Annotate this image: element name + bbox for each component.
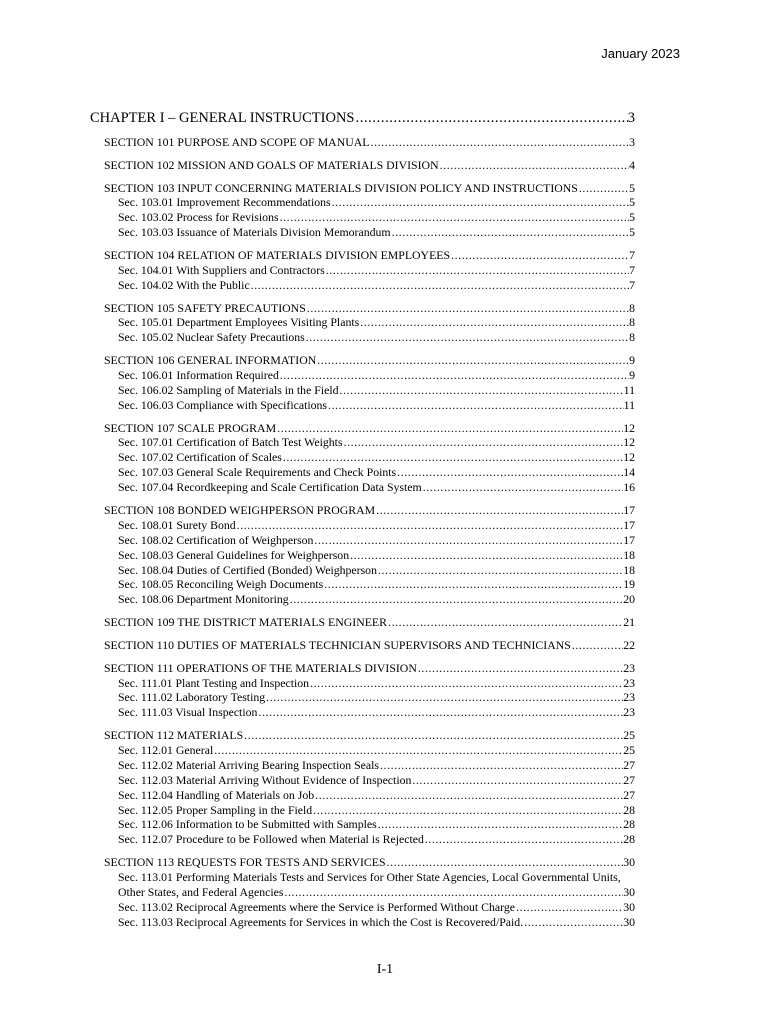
dot-leader [280, 368, 629, 383]
toc-subsection-entry[interactable] [104, 832, 635, 847]
dot-leader [244, 728, 623, 743]
toc-subsection-entry[interactable] [104, 577, 635, 592]
dot-leader [350, 548, 623, 563]
toc-entry-title: Sec. 112.07 Procedure to be Followed when Material is Rejected [118, 832, 424, 847]
toc-section-entry[interactable] [104, 661, 635, 676]
dot-leader [326, 263, 629, 278]
dot-leader [378, 817, 623, 832]
toc-entry-title: Sec. 103.01 Improvement Recommendations [118, 195, 331, 210]
toc-subsection-entry[interactable] [104, 263, 635, 278]
toc-subsection-entry[interactable] [104, 465, 635, 480]
page-number: I-1 [376, 962, 394, 977]
dot-leader [378, 563, 623, 578]
dot-leader [376, 503, 623, 518]
toc-section-entry[interactable] [104, 638, 635, 653]
toc-section-entry[interactable] [104, 353, 635, 368]
toc-subsection-entry[interactable] [104, 435, 635, 450]
toc-subsection-entry[interactable] [104, 315, 635, 330]
toc-chapter-entry[interactable] [90, 110, 635, 127]
toc-entry-page: 8 [629, 330, 635, 345]
toc-entry-page: 30 [623, 855, 635, 870]
dot-leader [290, 592, 624, 607]
toc-entry-page: 17 [623, 517, 635, 532]
toc-entry-page: 5 [629, 195, 635, 210]
dot-leader [392, 225, 630, 240]
toc-entry-title: Sec. 104.01 With Suppliers and Contractors [118, 262, 325, 277]
toc-entry-title: Sec. 106.03 Compliance with Specifications [118, 397, 328, 412]
toc-entry-title: Sec. 105.02 Nuclear Safety Precautions [118, 330, 305, 345]
toc-entry-title: Sec. 108.05 Reconciling Weigh Documents [118, 577, 324, 592]
chapter-heading [90, 110, 635, 127]
dot-leader [451, 248, 629, 263]
toc-entry-page: 22 [623, 637, 635, 652]
chapter-page: 3 [627, 110, 635, 126]
dot-leader [340, 383, 624, 398]
toc-entry-title: SECTION 113 REQUESTS FOR TESTS AND SERVICES [104, 855, 386, 870]
toc-entry-title: Sec. 112.01 General [118, 742, 214, 757]
toc-entry-title: SECTION 105 SAFETY PRECAUTIONS [104, 300, 306, 315]
toc-entry-title: Sec. 111.03 Visual Inspection [118, 705, 258, 720]
dot-leader [280, 210, 630, 225]
toc-entry-title: SECTION 109 THE DISTRICT MATERIALS ENGINEER [104, 615, 388, 630]
toc-subsection-entry[interactable] [104, 592, 635, 607]
toc-entry-title: Sec. 112.02 Material Arriving Bearing Inspection Seals [118, 757, 379, 772]
toc-entry-title: SECTION 107 SCALE PROGRAM [104, 420, 277, 435]
toc-entry-page: 23 [623, 690, 635, 705]
toc-entry-page: 14 [623, 465, 635, 480]
toc-subsection-entry[interactable] [104, 450, 635, 465]
dot-leader [277, 421, 623, 436]
dot-leader [237, 518, 624, 533]
toc-entry-page: 9 [629, 353, 635, 368]
toc-section-entry[interactable] [104, 503, 635, 518]
toc-entry-title: Sec. 112.05 Proper Sampling in the Field [118, 802, 313, 817]
dot-leader [324, 577, 623, 592]
toc-subsection-entry[interactable] [104, 383, 635, 398]
toc-subsection-entry[interactable] [104, 533, 635, 548]
toc-entry-page: 16 [623, 480, 635, 495]
toc-subsection-entry[interactable] [104, 518, 635, 533]
toc-entry-page: 28 [623, 817, 635, 832]
toc-entry-page: 23 [623, 675, 635, 690]
toc-entry-page: 11 [623, 382, 635, 397]
toc-entry-title: Sec. 112.06 Information to be Submitted with Samples [118, 817, 377, 832]
dot-leader [344, 435, 624, 450]
toc-entry-page: 28 [623, 832, 635, 847]
toc-entry-title: Sec. 107.03 General Scale Requirements and Check Points [118, 465, 397, 480]
toc-entry-title: Sec. 107.01 Certification of Batch Test Weights [118, 435, 343, 450]
toc-subsection-entry[interactable] [104, 915, 635, 930]
toc-entry-page: 18 [623, 562, 635, 577]
toc-entry-page: 28 [623, 802, 635, 817]
toc-section-entry[interactable] [104, 855, 635, 870]
toc-subsection-entry[interactable] [104, 563, 635, 578]
dot-leader [380, 758, 623, 773]
dot-leader [306, 330, 629, 345]
toc-subsection-entry[interactable] [104, 330, 635, 345]
toc-entry-title: SECTION 106 GENERAL INFORMATION [104, 353, 317, 368]
toc-entry-page: 27 [623, 787, 635, 802]
toc-entry-page: 19 [623, 577, 635, 592]
toc-subsection-entry[interactable] [104, 758, 635, 773]
toc-subsection-entry[interactable] [104, 773, 635, 788]
toc-entry-page: 12 [623, 420, 635, 435]
toc-section-entry[interactable] [104, 421, 635, 436]
chapter-title: CHAPTER I – GENERAL INSTRUCTIONS [90, 110, 355, 126]
dot-leader [328, 398, 624, 413]
dot-leader [412, 773, 623, 788]
toc-entry-page: 4 [629, 157, 635, 172]
toc-subsection-title-line[interactable]: Sec. 113.01 Performing Materials Tests and Services for Other State Agencies, Local Governmental Units, [118, 869, 621, 884]
toc-entry-title: SECTION 102 MISSION AND GOALS OF MATERIALS DIVISION [104, 157, 439, 172]
toc-entry-page: 17 [623, 532, 635, 547]
toc-entry-title: SECTION 103 INPUT CONCERNING MATERIALS DIVISION POLICY AND INSTRUCTIONS [104, 180, 578, 195]
dot-leader [524, 915, 623, 930]
dot-leader [356, 110, 628, 127]
toc-entry-title: Sec. 108.02 Certification of Weighperson [118, 532, 314, 547]
toc-subsection-entry[interactable] [104, 480, 635, 495]
toc-entry-title: Sec. 113.03 Reciprocal Agreements for Services in which the Cost is Recovered/Paid. [118, 914, 524, 929]
toc-entry-page: 30 [623, 914, 635, 929]
toc-entry-page: 8 [629, 315, 635, 330]
toc-subsection-entry[interactable] [104, 705, 635, 720]
toc-entry-title: Sec. 108.03 General Guidelines for Weighperson [118, 547, 350, 562]
dot-leader [423, 480, 624, 495]
toc-entry-title: Sec. 111.01 Plant Testing and Inspection [118, 675, 310, 690]
toc-entry-title: SECTION 111 OPERATIONS OF THE MATERIALS DIVISION [104, 660, 417, 675]
toc-entry-title: Sec. 112.04 Handling of Materials on Job [118, 787, 315, 802]
dot-leader [397, 465, 623, 480]
dot-leader [387, 855, 624, 870]
dot-leader [283, 450, 623, 465]
toc-entry-title: Sec. 103.03 Issuance of Materials Division Memorandum [118, 225, 391, 240]
toc-subsection-entry[interactable] [104, 278, 635, 293]
toc-section-entry[interactable] [104, 181, 635, 196]
dot-leader [579, 181, 629, 196]
toc-entry-title: Sec. 112.03 Material Arriving Without Evidence of Inspection [118, 772, 412, 787]
toc-entry-title: Sec. 107.04 Recordkeeping and Scale Certification Data System [118, 480, 422, 495]
toc-entry-page: 5 [629, 225, 635, 240]
toc-entry-page: 20 [623, 592, 635, 607]
page-header-date: January 2023 [601, 46, 680, 61]
table-of-contents [104, 135, 635, 930]
toc-entry-page: 27 [623, 772, 635, 787]
toc-entry-title: Sec. 103.02 Process for Revisions [118, 210, 279, 225]
toc-entry-page: 11 [623, 397, 635, 412]
toc-entry-page: 30 [623, 899, 635, 914]
toc-entry-title: Sec. 106.01 Information Required [118, 368, 279, 383]
dot-leader [332, 195, 629, 210]
toc-subsection-entry[interactable] [104, 817, 635, 832]
toc-entry-title: SECTION 101 PURPOSE AND SCOPE OF MANUAL [104, 135, 370, 149]
toc-entry-page: 9 [629, 368, 635, 383]
dot-leader [258, 705, 623, 720]
dot-leader [425, 832, 623, 847]
toc-entry-title: Sec. 108.06 Department Monitoring [118, 592, 289, 607]
toc-subsection-entry[interactable] [104, 803, 635, 818]
toc-entry-title: Sec. 107.02 Certification of Scales [118, 450, 282, 465]
toc-entry-title: Sec. 113.02 Reciprocal Agreements where the Service is Performed Without Charge [118, 899, 516, 914]
dot-leader [307, 301, 629, 316]
toc-entry-page: 5 [629, 210, 635, 225]
dot-leader [418, 661, 623, 676]
toc-subsection-entry[interactable] [104, 548, 635, 563]
dot-leader [317, 353, 629, 368]
toc-entry-page: 12 [623, 450, 635, 465]
dot-leader [360, 315, 629, 330]
toc-entry-page: 8 [629, 300, 635, 315]
toc-entry-title: Sec. 111.02 Laboratory Testing [118, 690, 266, 705]
toc-entry-title: SECTION 108 BONDED WEIGHPERSON PROGRAM [104, 502, 376, 517]
toc-subsection-entry[interactable] [104, 788, 635, 803]
toc-subsection-entry[interactable] [104, 885, 635, 900]
dot-leader [315, 788, 623, 803]
toc-entry-title: Sec. 108.04 Duties of Certified (Bonded) Weighperson [118, 562, 377, 577]
toc-section-entry[interactable] [104, 248, 635, 263]
toc-subsection-entry[interactable] [104, 676, 635, 691]
dot-leader [214, 743, 623, 758]
toc-subsection-entry[interactable] [104, 743, 635, 758]
toc-entry-page: 23 [623, 705, 635, 720]
toc-section-entry[interactable] [104, 135, 635, 150]
toc-entry-title: Sec. 104.02 With the Public [118, 277, 250, 292]
dot-leader [313, 803, 623, 818]
toc-entry-title: Sec. 108.01 Surety Bond [118, 517, 236, 532]
toc-entry-page: 7 [629, 248, 635, 263]
toc-subsection-entry[interactable] [104, 195, 635, 210]
dot-leader [388, 615, 623, 630]
toc-section-entry[interactable] [104, 301, 635, 316]
toc-entry-page: 21 [623, 615, 635, 630]
toc-subsection-entry[interactable] [104, 225, 635, 240]
dot-leader [251, 278, 629, 293]
toc-entry-page: 17 [623, 502, 635, 517]
dot-leader [572, 638, 623, 653]
toc-entry-title: SECTION 104 RELATION OF MATERIALS DIVISION EMPLOYEES [104, 248, 451, 263]
dot-leader [370, 135, 629, 150]
toc-entry-page: 12 [623, 435, 635, 450]
toc-section-entry[interactable] [104, 728, 635, 743]
toc-entry-page: 23 [623, 660, 635, 675]
toc-entry-page: 25 [623, 742, 635, 757]
toc-subsection-entry[interactable] [104, 690, 635, 705]
dot-leader [310, 676, 623, 691]
dot-leader [314, 533, 623, 548]
toc-entry-page: 18 [623, 547, 635, 562]
toc-entry-page: 5 [629, 180, 635, 195]
toc-section-entry[interactable] [104, 615, 635, 630]
toc-entry-page: 3 [629, 135, 635, 149]
toc-entry-title: Other States, and Federal Agencies [118, 884, 284, 899]
dot-leader [284, 885, 623, 900]
toc-entry-title: Sec. 105.01 Department Employees Visiting Plants [118, 315, 360, 330]
toc-entry-page: 7 [629, 262, 635, 277]
toc-subsection-entry[interactable] [104, 398, 635, 413]
toc-entry-title: Sec. 106.02 Sampling of Materials in the Field [118, 382, 339, 397]
toc-entry-title: SECTION 110 DUTIES OF MATERIALS TECHNICIAN SUPERVISORS AND TECHNICIANS [104, 637, 571, 652]
toc-entry-page: 30 [623, 884, 635, 899]
toc-subsection-entry[interactable] [104, 210, 635, 225]
toc-subsection-entry[interactable] [104, 900, 635, 915]
toc-entry-page: 7 [629, 277, 635, 292]
toc-subsection-entry[interactable] [104, 368, 635, 383]
toc-section-entry[interactable] [104, 158, 635, 173]
toc-entry-page: 27 [623, 757, 635, 772]
toc-entry-title: SECTION 112 MATERIALS [104, 728, 244, 743]
dot-leader [266, 690, 623, 705]
toc-entry-page: 25 [623, 728, 635, 743]
dot-leader [440, 158, 630, 173]
dot-leader [516, 900, 623, 915]
